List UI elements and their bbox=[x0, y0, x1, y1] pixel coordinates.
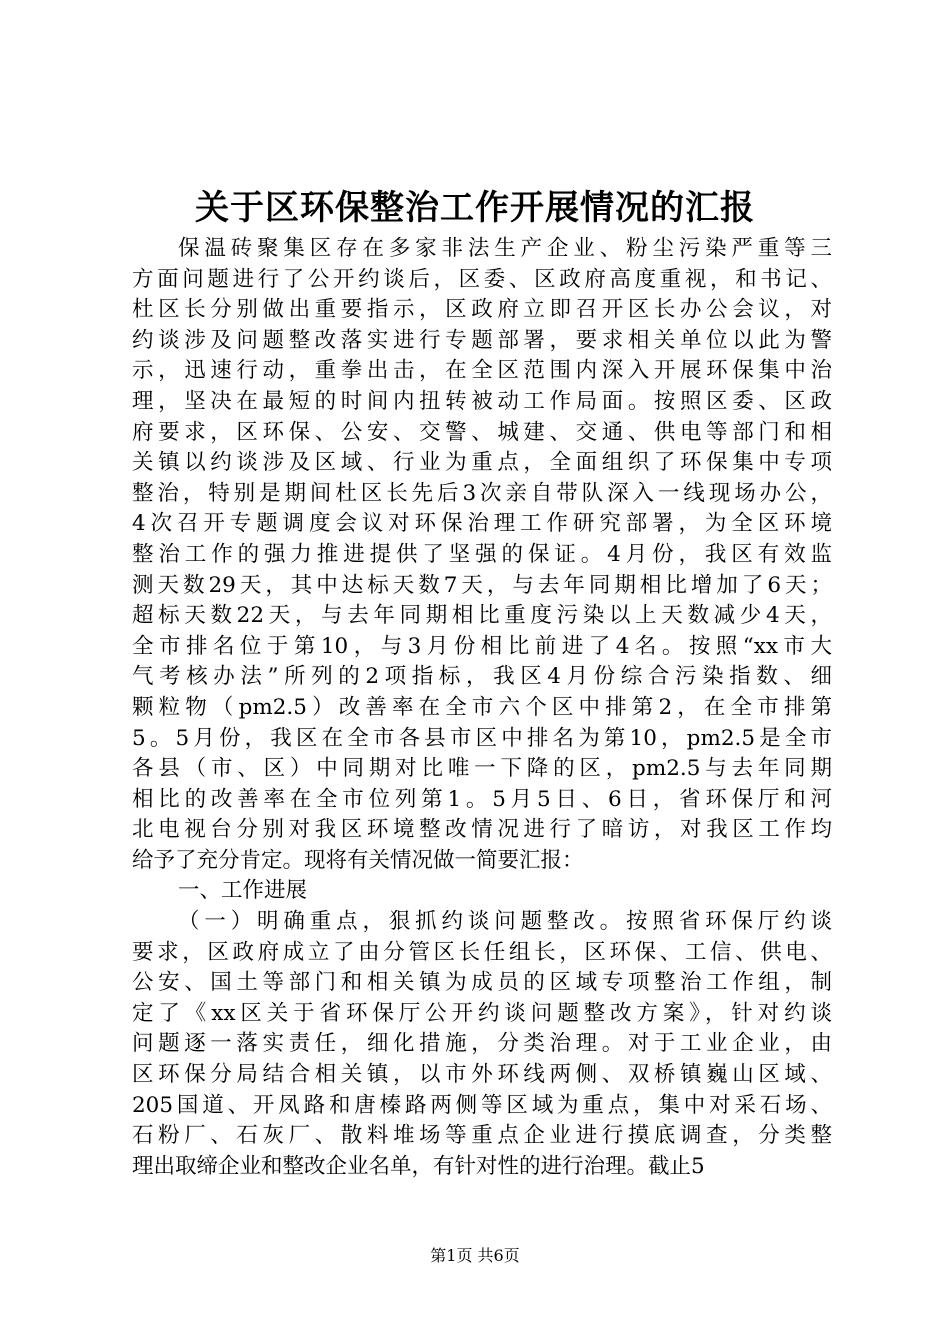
text-line: 各县（市、区）中同期对比唯一下降的区，pm2.5与去年同期 bbox=[132, 756, 832, 782]
text-line: 相比的改善率在全市位列第1。5月5日、6日，省环保厅和河 bbox=[132, 786, 832, 812]
text-line: 整治工作的强力推进提供了坚强的保证。4月份，我区有效监 bbox=[132, 541, 832, 567]
text-line: 颗粒物（pm2.5）改善率在全市六个区中排第2，在全市排第 bbox=[132, 694, 832, 720]
text-line: （一）明确重点，狠抓约谈问题整改。按照省环保厅约谈 bbox=[178, 909, 832, 935]
text-line: 区环保分局结合相关镇，以市外环线两侧、双桥镇巍山区域、 bbox=[132, 1062, 832, 1088]
text-line: 超标天数22天，与去年同期相比重度污染以上天数减少4天， bbox=[132, 603, 832, 629]
text-line: 要求，区政府成立了由分管区长任组长，区环保、工信、供电、 bbox=[132, 939, 832, 965]
text-line: 石粉厂、石灰厂、散料堆场等重点企业进行摸底调查，分类整 bbox=[132, 1123, 832, 1149]
text-line: 气考核办法”所列的2项指标，我区4月份综合污染指数、细 bbox=[132, 664, 832, 690]
text-line: 给予了充分肯定。现将有关情况做一简要汇报： bbox=[132, 847, 584, 873]
text-line: 保温砖聚集区存在多家非法生产企业、粉尘污染严重等三 bbox=[178, 236, 832, 261]
text-line: 理出取缔企业和整改企业名单，有针对性的进行治理。截止5 bbox=[132, 1153, 705, 1179]
text-line: 4次召开专题调度会议对环保治理工作研究部署，为全区环境 bbox=[132, 511, 832, 537]
text-line: 一、工作进展 bbox=[178, 878, 308, 904]
text-line: 205国道、开凤路和唐榛路两侧等区域为重点，集中对采石场、 bbox=[132, 1092, 832, 1118]
text-line: 测天数29天，其中达标天数7天，与去年同期相比增加了6天； bbox=[132, 572, 832, 598]
document-body bbox=[132, 234, 832, 1182]
text-line: 整治，特别是期间杜区长先后3次亲自带队深入一线现场办公， bbox=[132, 480, 832, 506]
text-line: 杜区长分别做出重要指示，区政府立即召开区长办公会议，对 bbox=[132, 297, 832, 323]
text-line: 方面问题进行了公开约谈后，区委、区政府高度重视，和书记、 bbox=[132, 266, 832, 292]
text-line: 定了《xx区关于省环保厅公开约谈问题整改方案》，针对约谈 bbox=[132, 1000, 832, 1026]
text-line: 示，迅速行动，重拳出击，在全区范围内深入开展环保集中治 bbox=[132, 358, 832, 384]
text-line: 问题逐一落实责任，细化措施，分类治理。对于工业企业，由 bbox=[132, 1031, 832, 1057]
document-title: 关于区环保整治工作开展情况的汇报 bbox=[195, 188, 755, 228]
text-line: 理，坚决在最短的时间内扭转被动工作局面。按照区委、区政 bbox=[132, 388, 832, 414]
text-line: 全市排名位于第10，与3月份相比前进了4名。按照“xx市大 bbox=[132, 633, 832, 659]
text-line: 府要求，区环保、公安、交警、城建、交通、供电等部门和相 bbox=[132, 419, 832, 445]
page-footer: 第1页 共6页 bbox=[430, 1246, 520, 1265]
text-line: 公安、国土等部门和相关镇为成员的区域专项整治工作组，制 bbox=[132, 970, 832, 996]
text-line: 关镇以约谈涉及区域、行业为重点，全面组织了环保集中专项 bbox=[132, 450, 832, 476]
text-line: 5。5月份，我区在全市各县市区中排名为第10，pm2.5是全市 bbox=[132, 725, 832, 751]
text-line: 北电视台分别对我区环境整改情况进行了暗访，对我区工作均 bbox=[132, 817, 832, 843]
text-line: 约谈涉及问题整改落实进行专题部署，要求相关单位以此为警 bbox=[132, 327, 832, 353]
